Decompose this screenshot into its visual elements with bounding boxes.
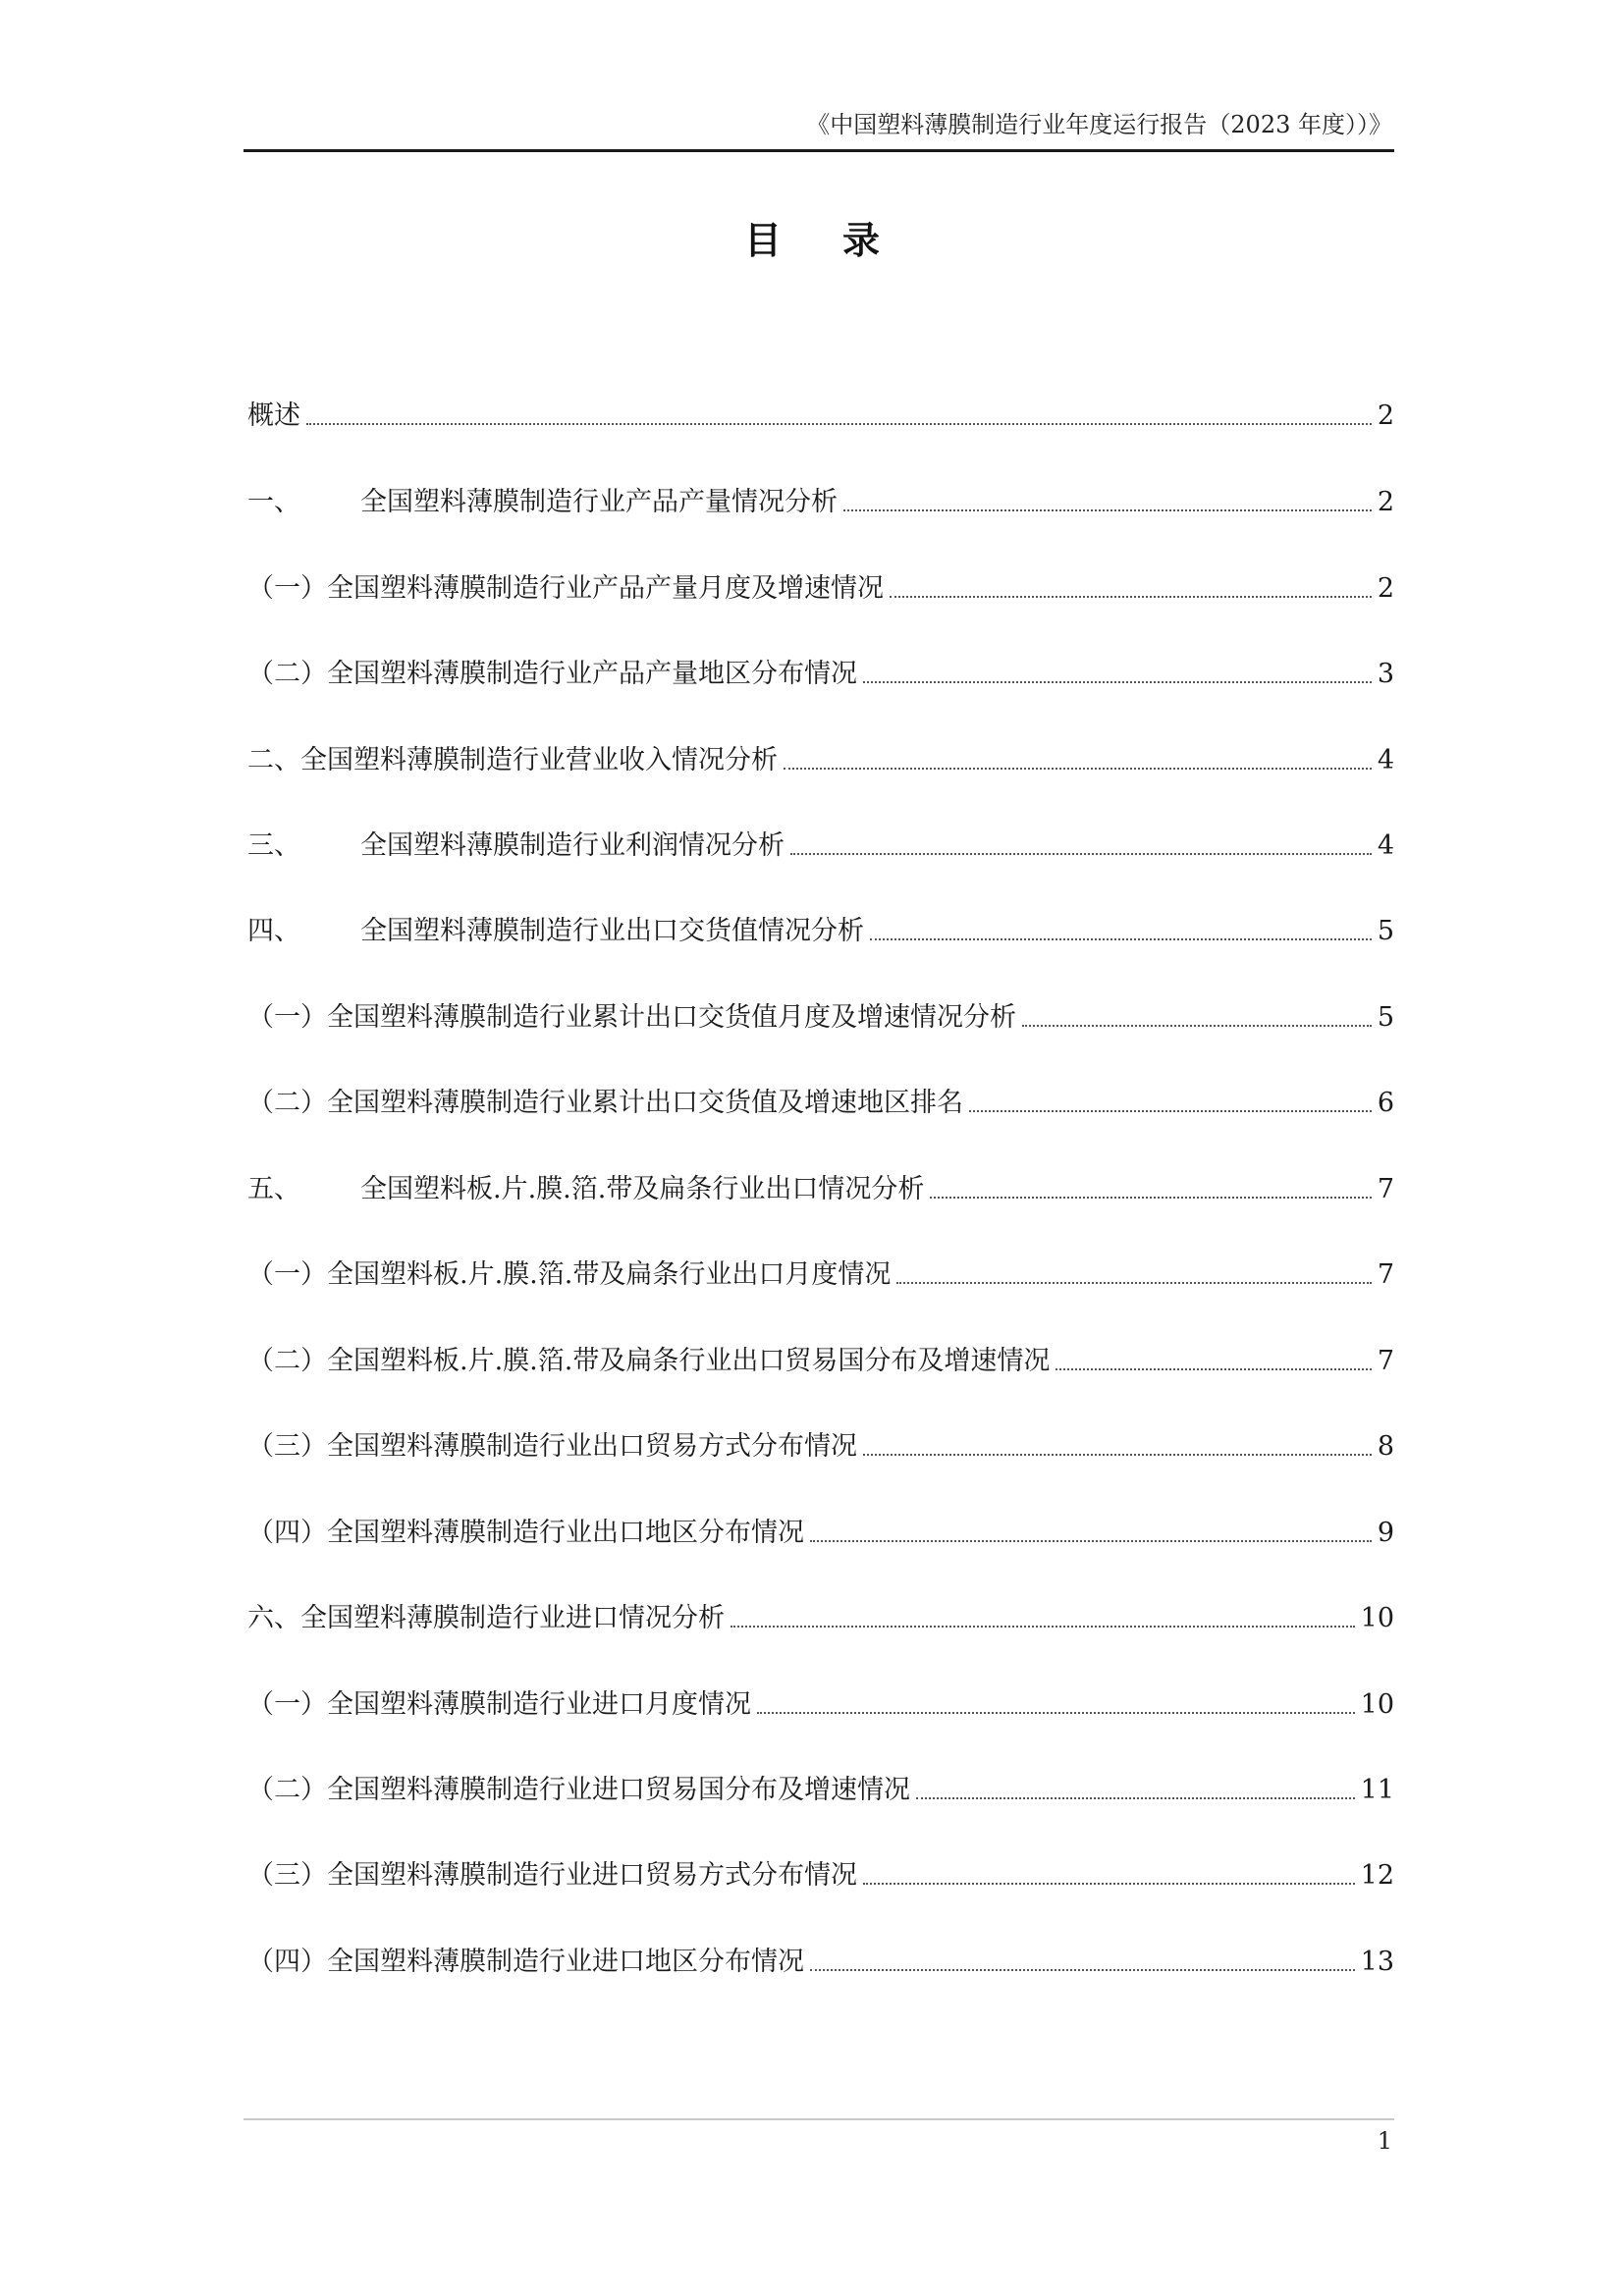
toc-dot-leader [863,681,1372,683]
toc-entry-overview[interactable] [247,391,1394,434]
toc-entry-section-4-2[interactable] [247,1078,1394,1121]
toc-entry-label: （二）全国塑料薄膜制造行业累计出口交货值及增速地区排名 [247,1088,963,1118]
toc-entry-label: （四）全国塑料薄膜制造行业进口地区分布情况 [247,1947,804,1977]
toc-dot-leader [843,509,1372,511]
toc-entry-section-3[interactable] [247,821,1394,864]
toc-entry-section-5-4[interactable] [247,1508,1394,1551]
toc-dot-leader [810,1540,1372,1542]
toc-dot-leader [757,1712,1355,1714]
toc-entry-label: （二）全国塑料板.片.膜.箔.带及扁条行业出口贸易国分布及增速情况 [247,1346,1051,1376]
toc-entry-section-4[interactable] [247,906,1394,949]
toc-entry-page: 10 [1360,1603,1394,1633]
toc-entry-page: 10 [1360,1689,1394,1720]
toc-entry-number: 五、 [247,1174,300,1204]
toc-entry-label: （二）全国塑料薄膜制造行业产品产量地区分布情况 [247,659,857,689]
toc-dot-leader [863,1454,1372,1456]
page-number: 1 [1377,2127,1392,2155]
toc-entry-page: 4 [1377,745,1394,775]
toc-title-left: 目 [743,219,782,262]
toc-entry-section-6-4[interactable] [247,1937,1394,1980]
toc-entry-section-1-2[interactable] [247,649,1394,692]
toc-entry-text [247,1945,804,1980]
toc-entry-label: （三）全国塑料薄膜制造行业出口贸易方式分布情况 [247,1431,857,1462]
toc-entry-page: 2 [1377,400,1394,431]
toc-entry-section-5-3[interactable] [247,1421,1394,1465]
toc-entry-number: 三、 [247,830,300,861]
toc-entry-text [247,828,785,864]
toc-entry-text [247,1687,751,1723]
toc-entry-section-6-1[interactable] [247,1680,1394,1723]
toc-entry-label: （一）全国塑料薄膜制造行业进口月度情况 [247,1689,751,1720]
toc-entry-label: 全国塑料薄膜制造行业出口交货值情况分析 [360,916,864,946]
toc-entry-text [247,1172,924,1207]
toc-entry-text [247,571,884,607]
toc-entry-page: 3 [1377,659,1394,689]
toc-entry-page: 2 [1377,573,1394,604]
toc-entry-number: 一、 [247,487,300,517]
toc-dot-leader [896,1282,1371,1284]
toc-entry-text [247,399,300,434]
toc-entry-text [247,485,838,520]
toc-entry-text [247,657,857,692]
toc-dot-leader [969,1110,1372,1112]
toc-dot-leader [916,1797,1355,1799]
toc-entry-text [247,1344,1050,1379]
toc-entry-page: 6 [1377,1088,1394,1118]
toc-entry-section-5-1[interactable] [247,1250,1394,1293]
toc-entry-section-1-1[interactable] [247,563,1394,607]
toc-entry-page: 9 [1377,1518,1394,1548]
toc-entry-text [247,1086,963,1121]
toc-dot-leader [784,768,1372,770]
toc-entry-page: 8 [1377,1431,1394,1462]
toc-dot-leader [890,596,1372,598]
toc-dot-leader [810,1969,1355,1971]
toc-entry-section-6-3[interactable] [247,1850,1394,1894]
toc-entry-page: 11 [1360,1775,1394,1805]
toc-entry-page: 7 [1377,1346,1394,1376]
toc-dot-leader [306,423,1372,425]
toc-entry-text [247,914,864,949]
toc-entry-text [247,1773,910,1808]
toc-entry-section-2[interactable] [247,735,1394,778]
toc-entry-text [247,1858,857,1894]
toc-entry-section-5-2[interactable] [247,1336,1394,1379]
toc-entry-label: 概述 [247,400,300,431]
toc-entry-text [247,743,778,778]
toc-entry-text [247,1601,725,1636]
toc-dot-leader [1022,1025,1372,1027]
toc-entry-label: （一）全国塑料板.片.膜.箔.带及扁条行业出口月度情况 [247,1259,892,1290]
toc-entry-text [247,1429,857,1465]
toc-entry-section-6[interactable] [247,1593,1394,1636]
toc-entry-label: （四）全国塑料薄膜制造行业出口地区分布情况 [247,1518,804,1548]
toc-entry-page: 13 [1360,1947,1394,1977]
toc-entry-page: 7 [1377,1259,1394,1290]
toc-entry-section-5[interactable] [247,1164,1394,1207]
footer-rule [244,2118,1394,2120]
toc-entry-label: 六、全国塑料薄膜制造行业进口情况分析 [247,1603,725,1633]
toc-entry-label: （一）全国塑料薄膜制造行业产品产量月度及增速情况 [247,573,884,604]
toc-entry-number: 四、 [247,916,300,946]
toc-entry-label: 二、全国塑料薄膜制造行业营业收入情况分析 [247,745,778,775]
toc-dot-leader [1056,1368,1371,1370]
toc-entry-label: （一）全国塑料薄膜制造行业累计出口交货值月度及增速情况分析 [247,1002,1016,1033]
toc-dot-leader [790,853,1372,855]
toc-entry-section-1[interactable] [247,477,1394,520]
toc-entry-section-6-2[interactable] [247,1765,1394,1808]
toc-dot-leader [731,1626,1355,1628]
toc-dot-leader [930,1197,1371,1199]
running-header: 《中国塑料薄膜制造行业年度运行报告（2023 年度））》 [806,111,1392,138]
toc-entry-page: 12 [1360,1860,1394,1891]
toc-dot-leader [870,938,1372,940]
toc-title [0,216,1624,265]
toc-entry-label: （三）全国塑料薄膜制造行业进口贸易方式分布情况 [247,1860,857,1891]
toc-entry-page: 5 [1377,916,1394,946]
toc-entry-label: 全国塑料薄膜制造行业利润情况分析 [360,830,785,861]
toc-entry-text [247,1516,804,1551]
toc-entry-page: 2 [1377,487,1394,517]
toc-entry-page: 4 [1377,830,1394,861]
toc-entry-label: 全国塑料板.片.膜.箔.带及扁条行业出口情况分析 [360,1174,925,1204]
toc-dot-leader [863,1883,1355,1885]
header-rule [244,149,1394,152]
toc-entry-label: 全国塑料薄膜制造行业产品产量情况分析 [360,487,838,517]
toc-entry-section-4-1[interactable] [247,992,1394,1036]
toc-entry-page: 7 [1377,1174,1394,1204]
toc-entry-page: 5 [1377,1002,1394,1033]
toc-entry-text [247,1000,1016,1036]
toc-entry-label: （二）全国塑料薄膜制造行业进口贸易国分布及增速情况 [247,1775,910,1805]
toc-title-right: 录 [842,219,881,262]
toc-entry-text [247,1257,891,1293]
